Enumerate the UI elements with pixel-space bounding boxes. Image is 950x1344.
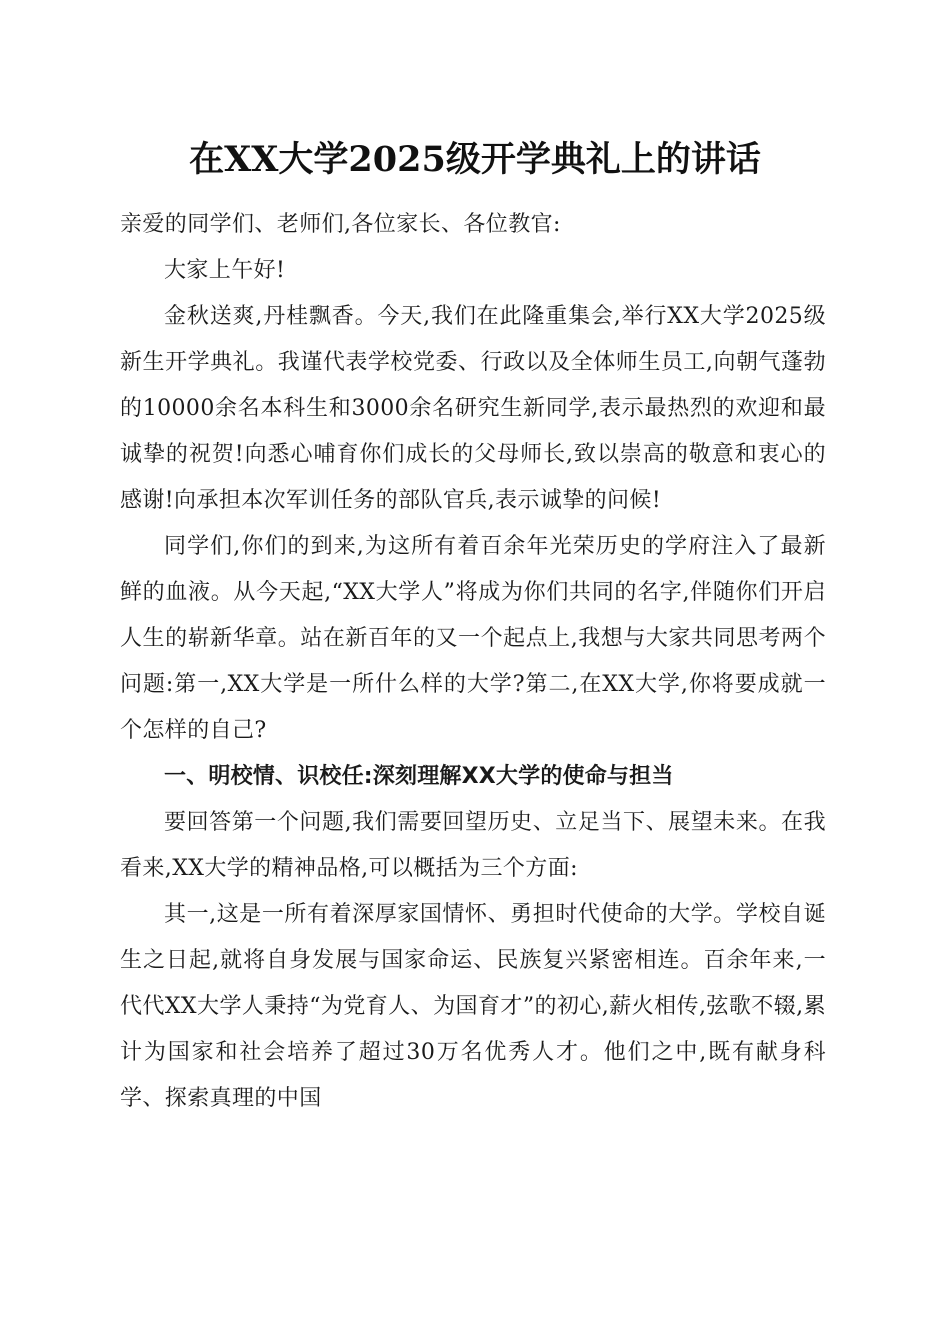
paragraph-questions: 同学们,你们的到来,为这所有着百余年光荣历史的学府注入了最新鲜的血液。从今天起,“XX大学人”将成为你们共同的名字,伴随你们开启人生的崭新华章。站在新百年的又一个起点上,我想与大家共同思考两个问题:第一,XX大学是一所什么样的大学?第二,在XX大学,你将要成就一个怎样的自己?: [120, 534, 826, 743]
salutation: 亲爱的同学们、老师们,各位家长、各位教官:: [120, 212, 561, 237]
document-body: [120, 202, 826, 1122]
document-title: 在XX大学2025级开学典礼上的讲话: [189, 139, 761, 180]
section-heading: 一、明校情、识校任:深刻理解XX大学的使命与担当: [164, 764, 674, 789]
paragraph-welcome: 金秋送爽,丹桂飘香。今天,我们在此隆重集会,举行XX大学2025级新生开学典礼。我谨代表学校党委、行政以及全体师生员工,向朝气蓬勃的10000余名本科生和3000余名研究生新同学,表示最热烈的欢迎和最诚挚的祝贺!向悉心哺育你们成长的父母师长,致以崇高的敬意和衷心的感谢!向承担本次军训任务的部队官兵,表示诚挚的问候!: [120, 304, 826, 513]
paragraph-first-point: 其一,这是一所有着深厚家国情怀、勇担时代使命的大学。学校自诞生之日起,就将自身发展与国家命运、民族复兴紧密相连。百余年来,一代代XX大学人秉持“为党育人、为国育才”的初心,薪火相传,弦歌不辍,累计为国家和社会培养了超过30万名优秀人才。他们之中,既有献身科学、探索真理的中国: [120, 902, 826, 1111]
greeting: 大家上午好!: [164, 258, 286, 283]
paragraph-intro: 要回答第一个问题,我们需要回望历史、立足当下、展望未来。在我看来,XX大学的精神品格,可以概括为三个方面:: [120, 810, 826, 881]
